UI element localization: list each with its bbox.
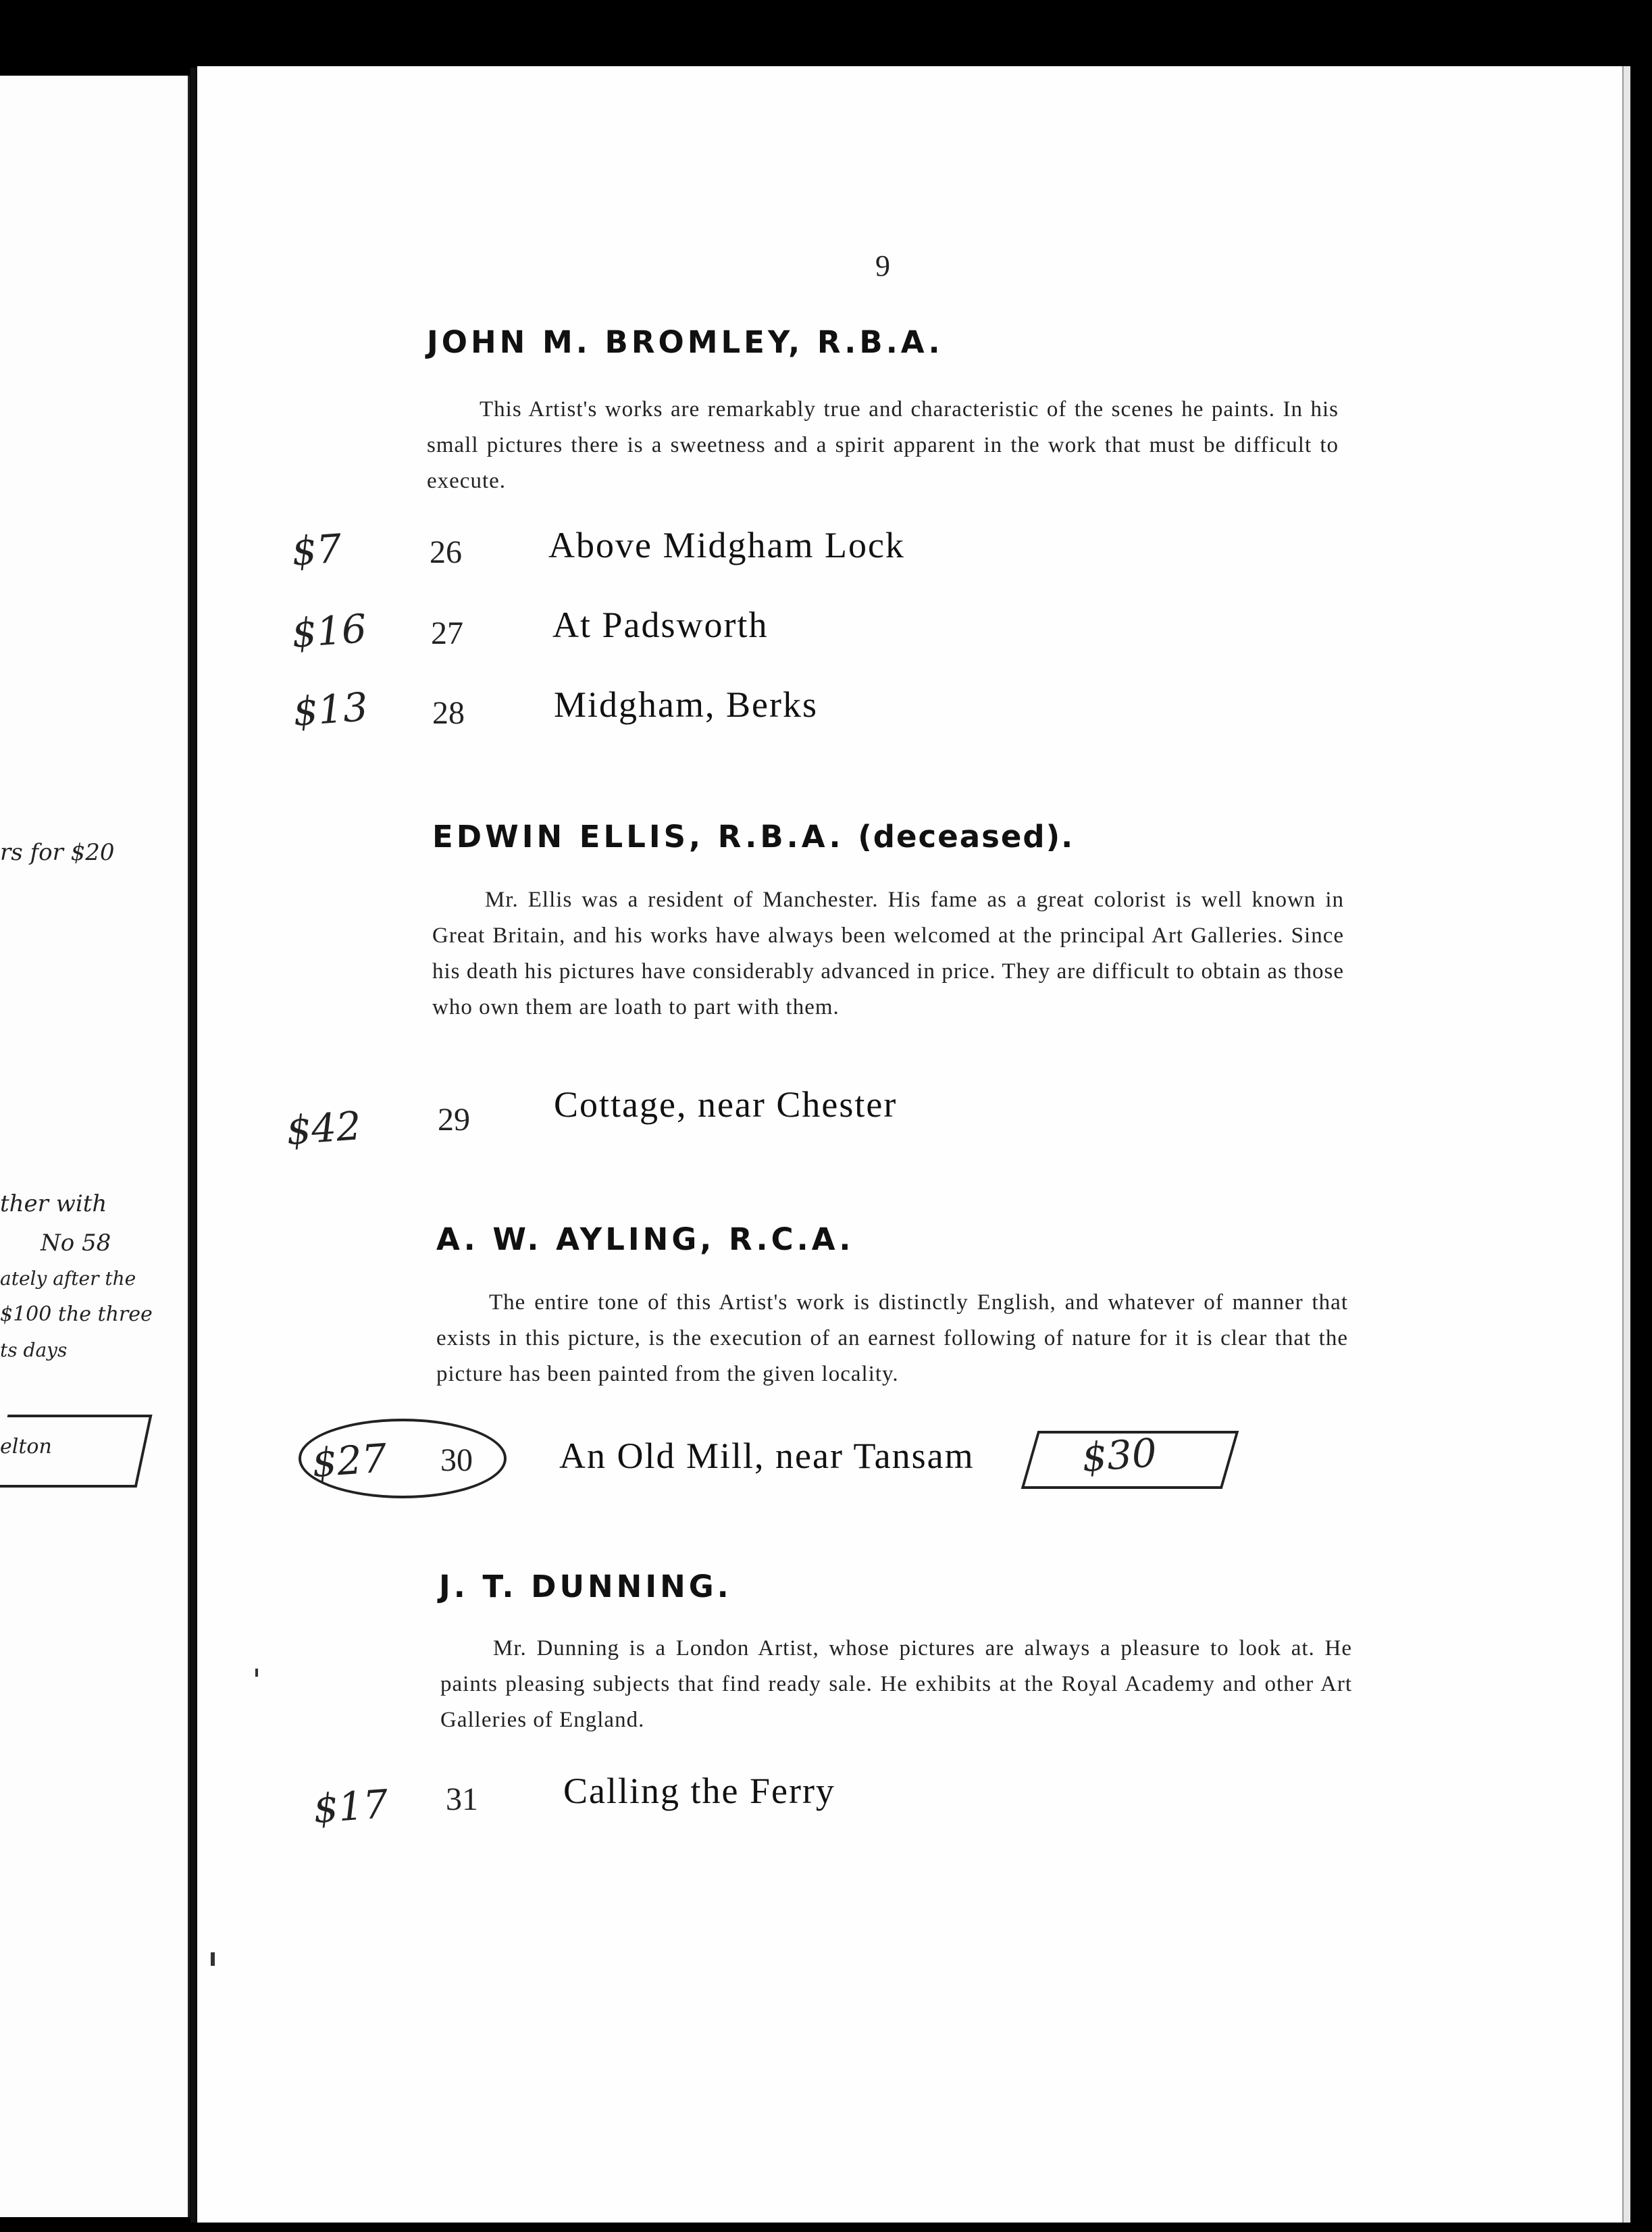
handwritten-price: $42 xyxy=(284,1102,363,1154)
margin-note: ately after the xyxy=(0,1267,136,1290)
artist-heading: JOHN M. BROMLEY, R.B.A. xyxy=(427,324,944,360)
item-number: 27 xyxy=(431,615,463,651)
handwritten-price-boxed: $30 xyxy=(1080,1429,1158,1481)
margin-note: ther with xyxy=(0,1190,107,1217)
margin-note: ts days xyxy=(0,1339,68,1361)
item-number: 31 xyxy=(446,1781,478,1817)
artist-suffix: (deceased). xyxy=(858,819,1075,855)
artist-description: Mr. Ellis was a resident of Manchester. His fame as a great colorist is well known in Great Britain, and his works have always been welcomed at the principal Art Galleries. Since his death his pictures have considerably advanced in price. They are difficult to obtain as those who own them are loath to part with them. xyxy=(432,888,1344,1019)
artist-description: Mr. Dunning is a London Artist, whose pictures are always a pleasure to look at. He paints pleasing subjects that find ready sale. He exhibits at the Royal Academy and other Art Galleries of England. xyxy=(440,1636,1352,1732)
item-title: Midgham, Berks xyxy=(554,684,818,725)
margin-note: $100 the three xyxy=(0,1302,153,1326)
facing-page xyxy=(0,76,190,2217)
speck xyxy=(211,1952,215,1966)
catalog-page xyxy=(197,66,1622,2223)
item-title: At Padsworth xyxy=(552,605,769,645)
handwritten-price: $16 xyxy=(290,605,368,657)
item-number: 29 xyxy=(438,1102,470,1138)
item-number: 30 xyxy=(440,1442,473,1478)
handwritten-price: $27 xyxy=(310,1435,388,1486)
margin-note: No 58 xyxy=(41,1229,111,1257)
item-number: 26 xyxy=(430,534,462,570)
speck xyxy=(255,1669,258,1677)
handwritten-price: $7 xyxy=(290,525,344,575)
page-number: 9 xyxy=(875,249,890,282)
artist-description: This Artist's works are remarkably true and characteristic of the scenes he paints. In his small pictures there is a sweetness and a spirit apparent in the work that must be difficult to execute. xyxy=(427,397,1339,493)
artist-heading xyxy=(432,819,1074,855)
artist-heading: A. W. AYLING, R.C.A. xyxy=(436,1221,854,1257)
artist-description: The entire tone of this Artist's work is distinctly English, and whatever of manner that exists in this picture, is the execution of an earnest following of nature for it is clear that the picture has been painted from the given locality. xyxy=(436,1290,1348,1386)
gutter xyxy=(190,68,196,2223)
handwritten-price: $13 xyxy=(291,684,369,735)
item-title: Cottage, near Chester xyxy=(554,1084,898,1125)
margin-note: elton xyxy=(0,1435,52,1459)
page-edge xyxy=(1622,66,1630,2223)
item-title: Above Midgham Lock xyxy=(548,525,905,565)
artist-name: EDWIN ELLIS, R.B.A. xyxy=(432,819,844,855)
item-title: An Old Mill, near Tansam xyxy=(559,1436,975,1476)
handwritten-price: $17 xyxy=(311,1781,390,1832)
margin-note: rs for $20 xyxy=(0,839,115,866)
item-title: Calling the Ferry xyxy=(563,1771,835,1811)
artist-heading: J. T. DUNNING. xyxy=(439,1569,732,1604)
item-number: 28 xyxy=(432,695,465,731)
